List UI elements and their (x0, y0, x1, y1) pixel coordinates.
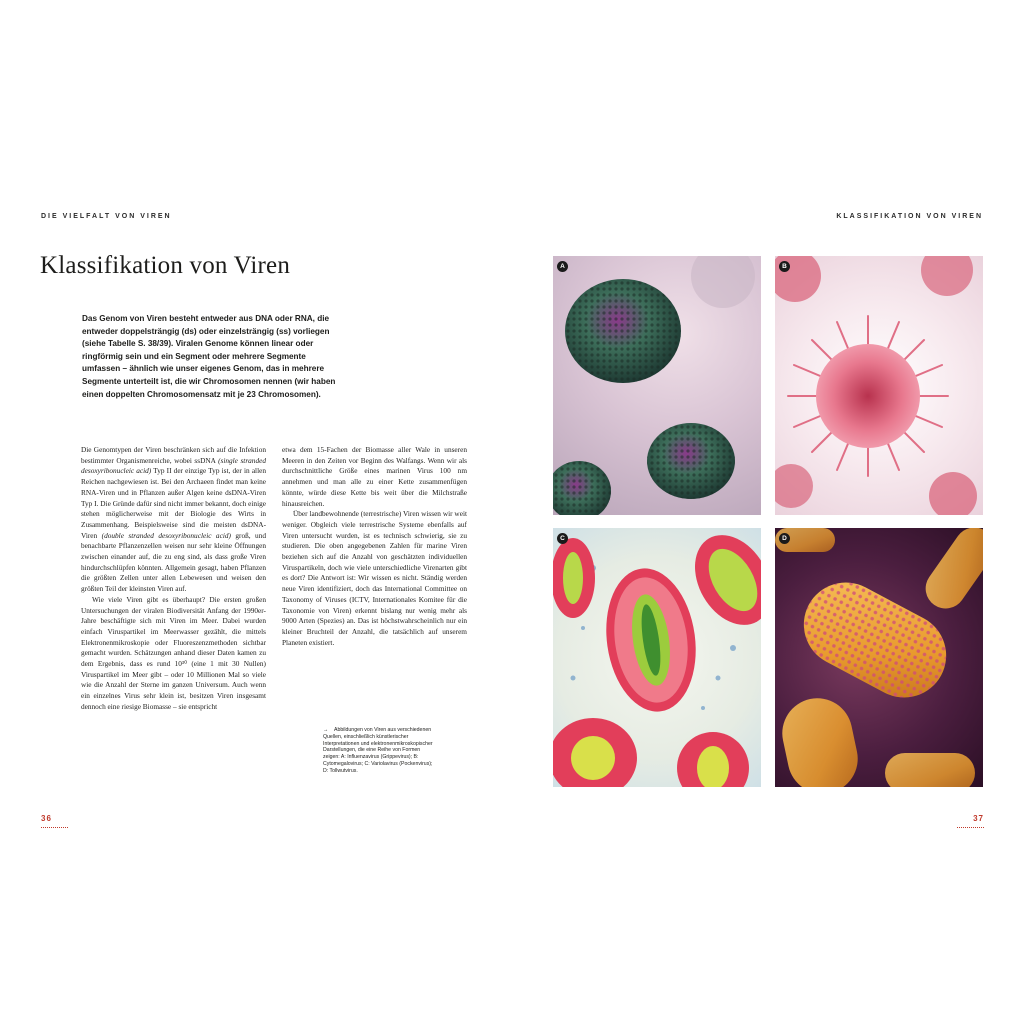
figure-label-b: B (779, 261, 790, 272)
page-number-left: 36 (41, 814, 52, 823)
body-paragraph: etwa dem 15-Fachen der Biomasse aller Wale in unseren Meeren in den Zeiten vor Beginn des Walfangs. Wenn wir als durchschnittliche Größe eines marinen Virus 100 nm annehmen und man alle zu einer Kette zusammenfügen könnte, würde diese Kette bis weit über die Milchstraße hinausreichen. (282, 445, 467, 508)
arrow-right-icon: → (323, 727, 329, 733)
page-number-rule-right (957, 827, 984, 829)
page-number-right: 37 (973, 814, 984, 823)
running-head-left: DIE VIELFALT VON VIREN (41, 213, 172, 220)
body-column-1 (81, 445, 266, 713)
page-number-rule-left (41, 827, 68, 829)
figure-c (553, 528, 761, 787)
variola-virus-illustration (553, 528, 761, 787)
cytomegalovirus-illustration (775, 256, 983, 515)
figure-label-a: A (557, 261, 568, 272)
figure-label-c: C (557, 533, 568, 544)
figure-b (775, 256, 983, 515)
caption-text: Abbildungen von Viren aus verschiedenen Quellen, einschließlich künstlerischer Interpretationen und elektronenmikroskopischer Darstellungen, die eine Reihe von Formen zeigen: A: Influenzavirus (Grippevirus); B: Cytomegalovirus; C: Variolavirus (Pockenvirus); D: Tollwutvirus. (323, 727, 433, 774)
figure-caption (323, 727, 435, 775)
running-head-right: KLASSIFIKATION VON VIREN (836, 213, 983, 220)
body-paragraph: Wie viele Viren gibt es überhaupt? Die ersten großen Untersuchungen der viralen Biodiversität Anfang der 1990er-Jahre beschäftigte sich mit Viren im Meer. Dabei wurden einfach Viruspartikel im Meerwasser gezählt, die mittels Elektronenmikroskopie oder Fluoreszenzmethoden sichtbar gemacht wurden. Schätzungen anhand dieser Daten kamen zu dem Ergebnis, dass es rund 10³⁰ (eine 1 mit 30 Nullen) Viruspartikel im Meer gibt – oder 10 Millionen Mal so viele wie die Anzahl der Sterne im ganzen Universum. Auch wenn ein einzelnes Virus sehr klein ist, besitzen Viren insgesamt dennoch eine riesige Biomasse – sie entspricht (81, 594, 266, 711)
body-paragraph: Die Genomtypen der Viren beschränken sich auf die Infektion bestimmter Organismenreiche, wobei ssDNA (single stranded desoxyribonucleic acid) Typ II der einzige Typ ist, der in allen Reichen nachgewiesen ist. Bei den Archaeen findet man keine RNA-Viren und in Pflanzen außer Algen keine dsDNA-Viren Typ I. Die Gründe dafür sind nicht immer bekannt, doch einige stehen möglicherweise mit der Biologie des Wirts in Zusammenhang. Beispielsweise sind die meisten dsDNA-Viren (double stranded desoxyribonucleic acid) groß, und benachbarte Pflanzenzellen weisen nur sehr kleine Öffnungen zwischen einander auf, die zu eng sind, als dass große Viren hindurchschlüpfen könnten. Allgemein gesagt, haben Pflanzen die größten Zellen unter allen Lebewesen und weisen den größten Teil der kleinsten Viren auf. (81, 445, 267, 594)
rabies-virus-illustration (775, 528, 983, 787)
body-column-2 (282, 445, 467, 648)
influenza-virus-illustration (553, 256, 761, 515)
figure-label-d: D (779, 533, 790, 544)
intro-paragraph: Das Genom von Viren besteht entweder aus DNA oder RNA, die entweder doppelsträngig (ds) oder einzelsträngig (ss) vorliegen (siehe Tabelle S. 38/39). Viralen Genome können linear oder ringförmig sein und ein Segment oder mehrere Segmente umfassen – ähnlich wie unser eigenes Genom, das in mehrere Segmente unterteilt ist, die wir Chromosomen nennen (wir haben einen doppelten Chromosomensatz mit je 23 Chromosomen). (82, 314, 336, 399)
term-ssdna: (single stranded desoxyribonucleic acid) (81, 455, 266, 476)
chapter-title: Klassifikation von Viren (40, 252, 291, 279)
term-dsdna: (double stranded desoxyribonucleic acid) (101, 530, 231, 540)
figure-a (553, 256, 761, 515)
body-paragraph: Über landbewohnende (terrestrische) Viren wissen wir weit weniger. Obgleich viele terrestrische Systeme ebenfalls auf Viren untersucht wurden, ist es technisch schwierig, sie zu studieren. Die oben angegebenen Zahlen für marine Viren beziehen sich auf die Anzahl von geschätzten individuellen Viruspartikeln, doch wie viele unterschiedliche Virenarten gibt es dort? Die Antwort ist: Wir wissen es nicht. Ständig werden neue Viren identifiziert, doch das International Committee on Taxonomy of Viruses (ICTV, Internationales Komitee für die Taxonomie von Viren) erkennt bislang nur wenig mehr als 9000 Arten (Spezies) an. Das ist höchstwahrscheinlich nur ein kleiner Bruchteil der Anzahl, die tatsächlich auf unserem Planeten existiert. (282, 509, 467, 647)
figure-d (775, 528, 983, 787)
